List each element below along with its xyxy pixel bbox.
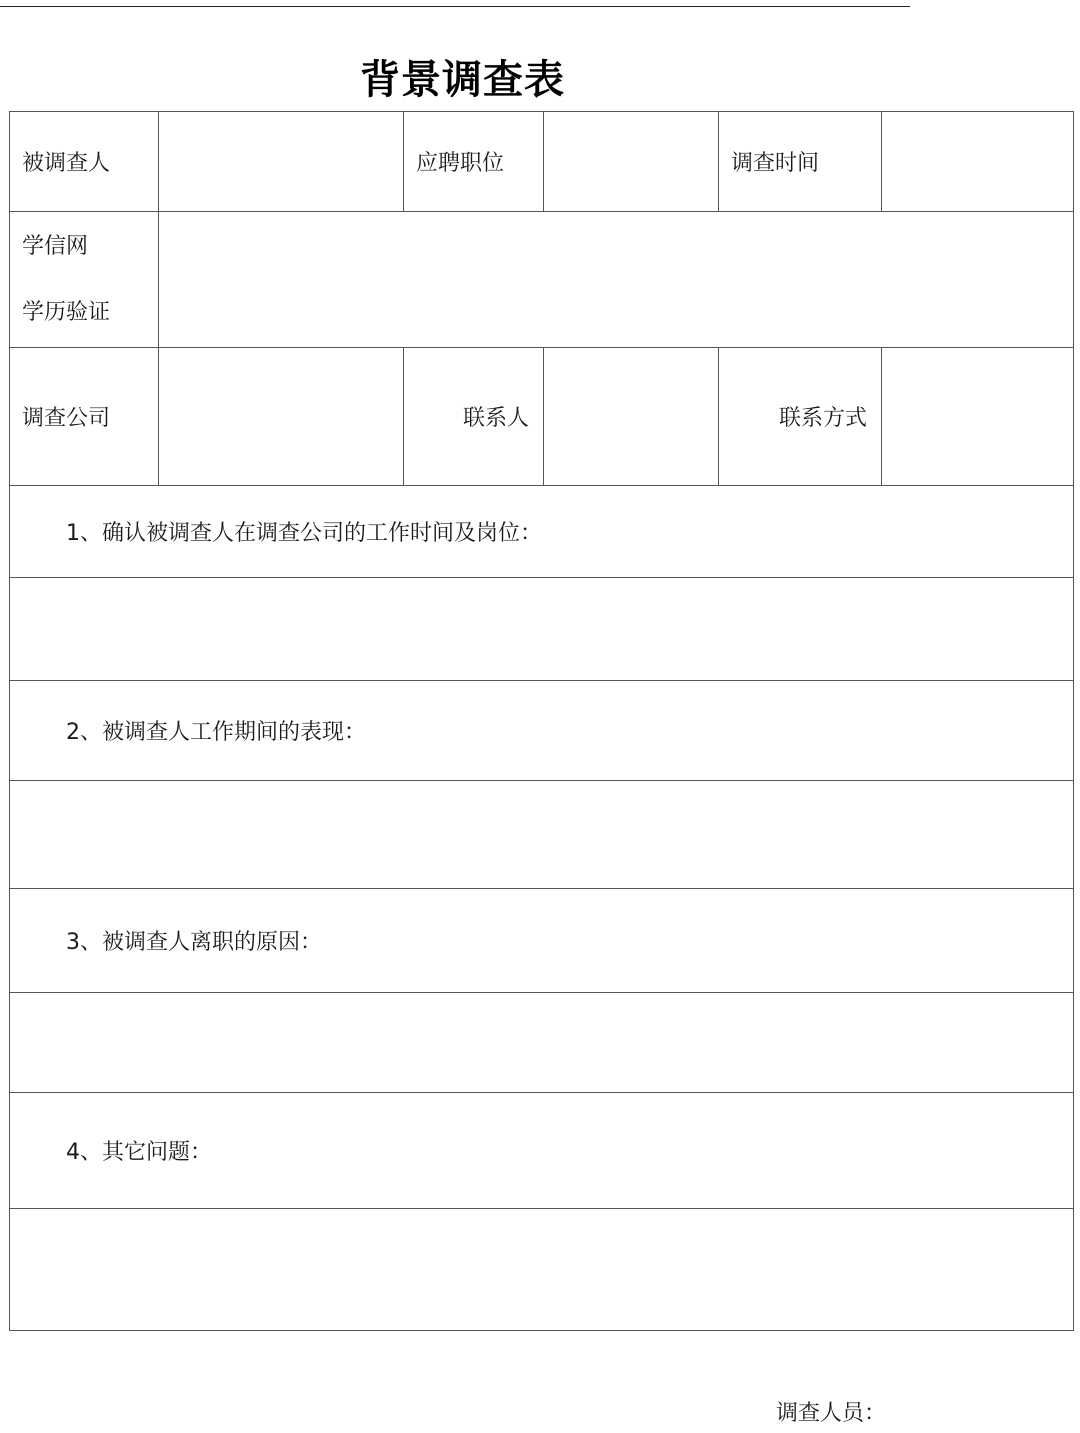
question-row-1 bbox=[10, 486, 1074, 578]
question-2: 2、被调查人工作期间的表现： bbox=[10, 681, 1074, 781]
answer-3-field[interactable] bbox=[10, 993, 1074, 1093]
question-4: 4、其它问题： bbox=[10, 1093, 1074, 1209]
contact-field[interactable] bbox=[544, 348, 719, 486]
answer-row-4 bbox=[10, 1209, 1074, 1331]
answer-2-field[interactable] bbox=[10, 781, 1074, 889]
company-field[interactable] bbox=[159, 348, 404, 486]
position-field[interactable] bbox=[544, 112, 719, 212]
contact-method-label: 联系方式 bbox=[719, 348, 882, 486]
question-3: 3、被调查人离职的原因： bbox=[10, 889, 1074, 993]
answer-4-field[interactable] bbox=[10, 1209, 1074, 1331]
subject-label: 被调查人 bbox=[10, 112, 159, 212]
company-row bbox=[10, 348, 1074, 486]
answer-1-field[interactable] bbox=[10, 578, 1074, 681]
education-field[interactable] bbox=[159, 212, 1074, 348]
position-label: 应聘职位 bbox=[404, 112, 544, 212]
background-check-form bbox=[9, 111, 1074, 1331]
question-row-2 bbox=[10, 681, 1074, 781]
education-label bbox=[10, 212, 159, 348]
question-row-3 bbox=[10, 889, 1074, 993]
contact-label: 联系人 bbox=[404, 348, 544, 486]
question-row-4 bbox=[10, 1093, 1074, 1209]
answer-row-3 bbox=[10, 993, 1074, 1093]
survey-time-label: 调查时间 bbox=[719, 112, 882, 212]
investigator-signature-label: 调查人员： bbox=[776, 1401, 887, 1426]
survey-time-field[interactable] bbox=[882, 112, 1074, 212]
education-row bbox=[10, 212, 1074, 348]
subject-field[interactable] bbox=[159, 112, 404, 212]
company-label: 调查公司 bbox=[10, 348, 159, 486]
contact-method-field[interactable] bbox=[882, 348, 1074, 486]
top-rule bbox=[0, 6, 910, 7]
education-label-line1: 学信网 bbox=[22, 233, 89, 259]
question-1: 1、确认被调查人在调查公司的工作时间及岗位： bbox=[10, 486, 1074, 578]
answer-row-2 bbox=[10, 781, 1074, 889]
education-label-line2: 学历验证 bbox=[22, 299, 111, 325]
page-title: 背景调查表 bbox=[360, 57, 565, 103]
subject-row bbox=[10, 112, 1074, 212]
answer-row-1 bbox=[10, 578, 1074, 681]
